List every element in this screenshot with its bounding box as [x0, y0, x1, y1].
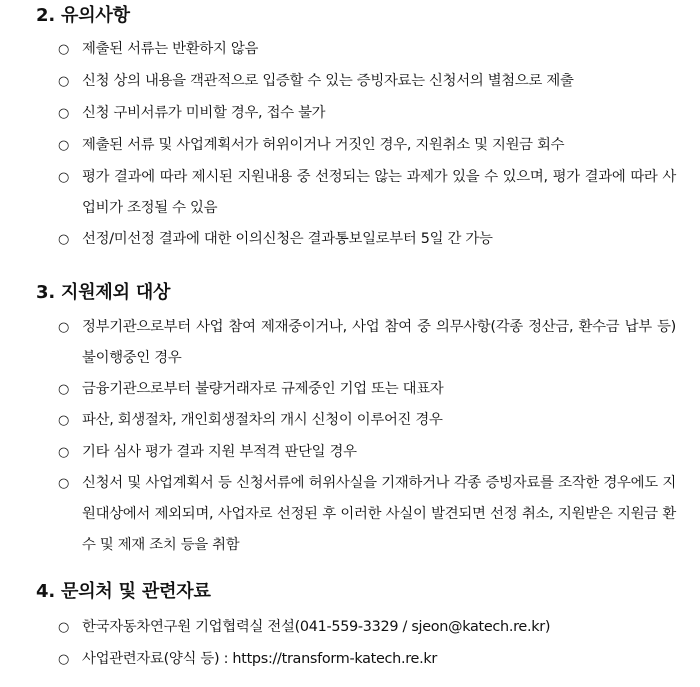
circle-bullet-icon: ○ [58, 445, 70, 460]
list-item-text: 파산, 회생절차, 개인회생절차의 개시 신청이 이루어진 경우 [82, 412, 443, 428]
list-item [58, 98, 676, 129]
section-title-notes: 2. 유의사항 [36, 5, 130, 26]
circle-bullet-icon: ○ [58, 413, 70, 428]
circle-bullet-icon: ○ [58, 232, 70, 247]
circle-bullet-icon: ○ [58, 382, 70, 397]
circle-bullet-icon: ○ [58, 138, 70, 153]
circle-bullet-icon: ○ [58, 320, 70, 335]
section-title-exclusions: 3. 지원제외 대상 [36, 282, 171, 303]
contact-info-text: 한국자동차연구원 기업협력실 전설(041-559-3329 / sjeon@katech.re.kr) [82, 619, 551, 635]
list-item [58, 34, 676, 65]
section-title-contact: 4. 문의처 및 관련자료 [36, 581, 211, 602]
circle-bullet-icon: ○ [58, 42, 70, 57]
list-item-text: 신청 구비서류가 미비할 경우, 접수 불가 [82, 105, 326, 121]
list-item [58, 130, 676, 161]
list-item-text: 제출된 서류는 반환하지 않음 [82, 41, 259, 57]
list-item-text: 제출된 서류 및 사업계획서가 허위이거나 거짓인 경우, 지원취소 및 지원금 회수 [82, 137, 565, 153]
list-item [58, 374, 676, 405]
list-item [58, 612, 676, 643]
list-item-text: 신청서 및 사업계획서 등 신청서류에 허위사실을 기재하거나 각종 증빙자료를 조작한 경우에도 지원대상에서 제외되며, 사업자로 선정된 후 이러한 사실이 발견되면 선정 취소, 지원받은 지원금 환수 및 제재 조치 등을 취함 [82, 475, 676, 553]
circle-bullet-icon: ○ [58, 170, 70, 185]
list-item [58, 437, 676, 468]
list-item [58, 162, 676, 224]
circle-bullet-icon: ○ [58, 620, 70, 635]
list-item-text: 신청 상의 내용을 객관적으로 입증할 수 있는 증빙자료는 신청서의 별첨으로 제출 [82, 73, 574, 89]
circle-bullet-icon: ○ [58, 74, 70, 89]
list-item [58, 66, 676, 97]
list-item [58, 224, 676, 255]
list-item-text: 정부기관으로부터 사업 참여 제재중이거나, 사업 참여 중 의무사항(각종 정산금, 환수금 납부 등) 불이행중인 경우 [82, 319, 676, 366]
list-item [58, 312, 676, 374]
circle-bullet-icon: ○ [58, 652, 70, 667]
list-item-text: 평가 결과에 따라 제시된 지원내용 중 선정되는 않는 과제가 있을 수 있으며, 평가 결과에 따라 사업비가 조정될 수 있음 [82, 169, 676, 216]
resource-link-text: 사업관련자료(양식 등) : https://transform-katech.re.kr [82, 651, 438, 667]
list-item-text: 선정/미선정 결과에 대한 이의신청은 결과통보일로부터 5일 간 가능 [82, 231, 493, 247]
circle-bullet-icon: ○ [58, 106, 70, 121]
list-item [58, 405, 676, 436]
list-item [58, 468, 676, 561]
list-item-text: 금융기관으로부터 불량거래자로 규제중인 기업 또는 대표자 [82, 381, 444, 397]
circle-bullet-icon: ○ [58, 476, 70, 491]
list-item [58, 644, 676, 675]
list-item-text: 기타 심사 평가 결과 지원 부적격 판단일 경우 [82, 444, 357, 460]
